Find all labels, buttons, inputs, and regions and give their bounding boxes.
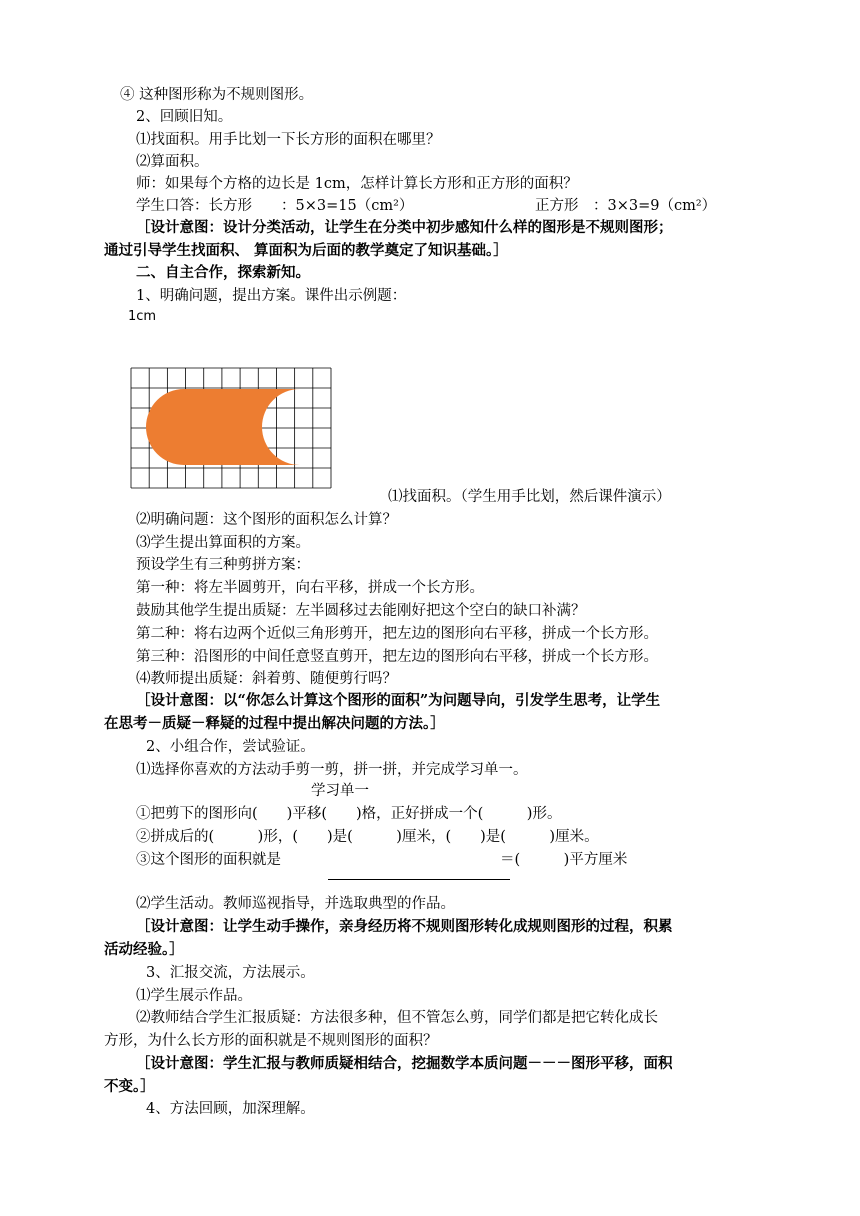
worksheet-item-result: ＝( )平方厘米 (500, 852, 628, 868)
worksheet-item: ②拼成后的( )形，( )是( )厘米，( )是( )厘米。 (136, 829, 599, 845)
text-line: ④ 这种图形称为不规则图形。 (120, 87, 314, 103)
section-heading: 2、回顾旧知。 (136, 109, 233, 125)
section-heading: 3、汇报交流，方法展示。 (146, 965, 315, 981)
section-heading: 2、小组合作，尝试验证。 (146, 739, 315, 755)
text-line: ⑴找面积。（学生用手比划，然后课件演示） (388, 489, 671, 505)
section-heading: 4、方法回顾，加深理解。 (146, 1101, 315, 1117)
irregular-shape (146, 389, 300, 465)
text-line: 第三种：沿图形的中间任意竖直剪开，把左边的图形向右平移，拼成一个长方形。 (136, 649, 658, 665)
text-line: ⑷教师提出质疑：斜着剪、随便剪行吗？ (136, 671, 397, 687)
irregular-shape-grid-figure (130, 367, 340, 493)
text-line: ⑴学生展示作品。 (136, 988, 252, 1004)
design-intent: ［设计意图：学生汇报与教师质疑相结合，挖掘数学本质问题－－－图形平移，面积 (136, 1055, 673, 1072)
design-intent-cont: 通过引导学生找面积、 算面积为后面的教学奠定了知识基础。］ (104, 242, 508, 259)
text-line: ⑵明确问题：这个图形的面积怎么计算？ (136, 512, 397, 528)
text-line: 第二种：将右边两个近似三角形剪开，把左边的图形向右平移，拼成一个长方形。 (136, 626, 658, 642)
design-intent: ［设计意图：设计分类活动，让学生在分类中初步感知什么样的图形是不规则图形； (136, 219, 673, 236)
text-line: 鼓励其他学生提出质疑：左半圆移过去能刚好把这个空白的缺口补满？ (136, 603, 586, 619)
worksheet-item: ③这个图形的面积就是 (136, 852, 281, 868)
section-heading: 二、自主合作，探索新知。 (136, 264, 310, 281)
answer-blank-line (328, 879, 510, 880)
design-intent-cont: 在思考－质疑－释疑的过程中提出解决问题的方法。］ (104, 715, 445, 732)
text-line: ⑵学生活动。教师巡视指导，并选取典型的作品。 (136, 896, 455, 912)
text-line: ⑵教师结合学生汇报质疑：方法很多种，但不管怎么剪，同学们都是把它转化成长 (136, 1010, 658, 1026)
design-intent: ［设计意图：让学生动手操作，亲身经历将不规则图形转化成规则图形的过程，积累 (136, 918, 673, 935)
text-line: 1、明确问题，提出方案。课件出示例题： (136, 288, 407, 304)
text-line-square-area: 正方形 ：3×3=9（cm²） (535, 198, 717, 214)
text-line: ⑴选择你喜欢的方法动手剪一剪，拼一拼，并完成学习单一。 (136, 762, 528, 778)
text-line: ⑴找面积。用手比划一下长方形的面积在哪里？ (136, 132, 441, 148)
text-line: 预设学生有三种剪拼方案： (136, 557, 310, 573)
unit-label: 1cm (128, 309, 157, 324)
text-line-cont: 方形，为什么长方形的面积就是不规则图形的面积？ (104, 1033, 438, 1049)
design-intent-cont: 不变。］ (104, 1078, 155, 1095)
text-line: 第一种：将左半圆剪开，向右平移，拼成一个长方形。 (136, 580, 484, 596)
design-intent: ［设计意图：以“你怎么计算这个图形的面积”为问题导向，引发学生思考，让学生 (136, 692, 661, 709)
worksheet-title: 学习单一 (311, 783, 369, 799)
text-line: 师：如果每个方格的边长是 1cm，怎样计算长方形和正方形的面积？ (136, 176, 578, 192)
text-line-rectangle-area: 学生口答：长方形 ：5×3=15（cm²） (136, 198, 414, 214)
design-intent-cont: 活动经验。］ (104, 941, 184, 958)
worksheet-item: ①把剪下的图形向( )平移( )格，正好拼成一个( )形。 (136, 806, 562, 822)
text-line: ⑶学生提出算面积的方案。 (136, 535, 310, 551)
text-line: ⑵算面积。 (136, 154, 209, 170)
